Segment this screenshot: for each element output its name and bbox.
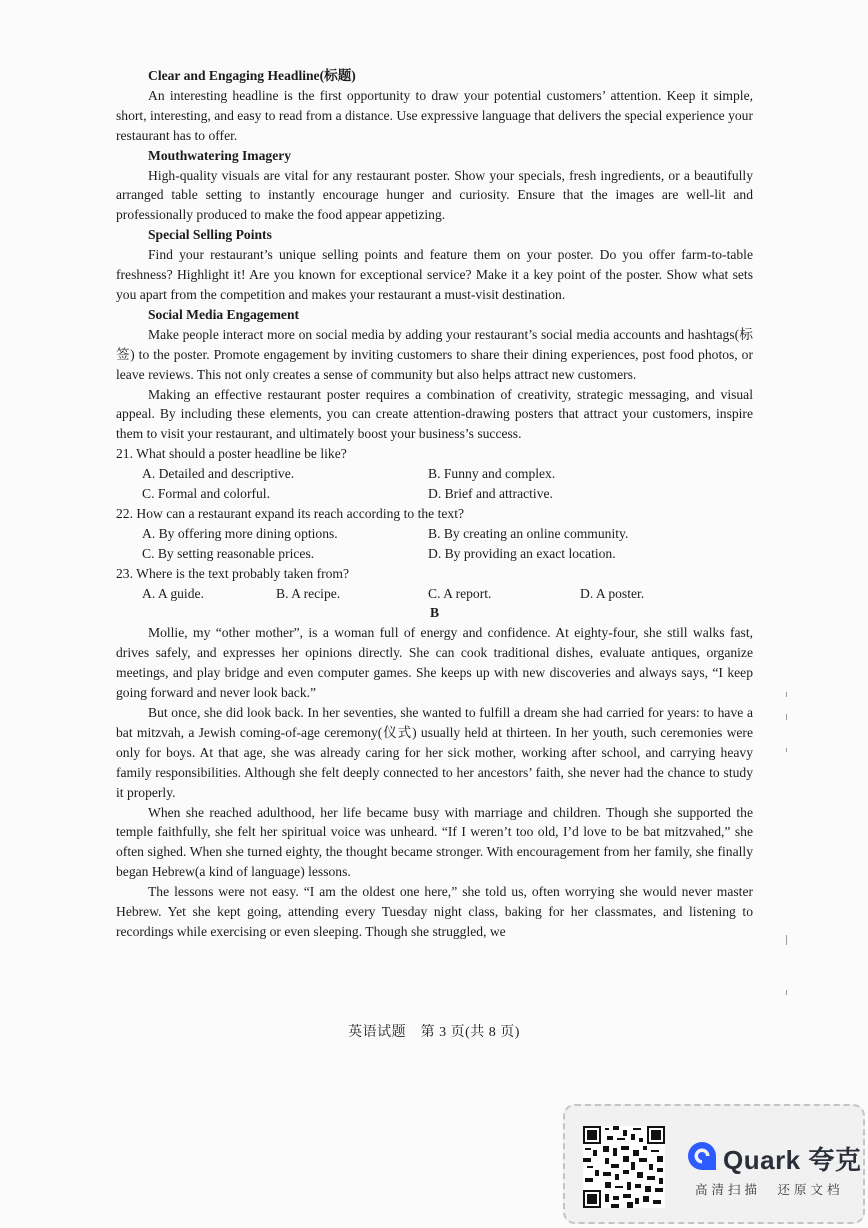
question-22 (116, 504, 753, 564)
section-heading: Special Selling Points (148, 227, 272, 243)
option-grid (116, 464, 753, 504)
option-row (116, 584, 753, 604)
option: C. A report. (428, 585, 492, 601)
paragraph: Make people interact more on social media by adding your restaurant’s social media accounts and hashtags(标签) to the poster. Promote engagement by inviting customers to share their dining experiences, post food photos, or leave reviews. This not only creates a sense of community but also helps attract new customers. (116, 326, 753, 382)
section-heading: Clear and Engaging Headline(标题) (148, 68, 356, 83)
question-21 (116, 444, 753, 504)
option: D. Brief and attractive. (428, 486, 553, 502)
paragraph: Mollie, my “other mother”, is a woman full of energy and confidence. At eighty-four, she still walks fast, drives safely, and expresses her opinions directly. She can cook traditional dishes, evaluate antiques, organize meetings, and play bridge and even computer games. She keeps up with new discoveries and always says, “I keep going forward and never look back.” (116, 625, 753, 701)
option: A. A guide. (142, 585, 204, 601)
brand-name: Quark 夸克 (723, 1145, 862, 1175)
scanner-watermark (563, 1104, 865, 1224)
paragraph: The lessons were not easy. “I am the oldest one here,” she told us, often worrying she would never master Hebrew. Yet she kept going, attending every Tuesday night class, baking for her classmates, and listening to recordings while exercising or even sleeping. Though she struggled, we (116, 884, 753, 939)
section-heading: Mouthwatering Imagery (148, 147, 292, 163)
option-grid (116, 524, 753, 564)
option: D. A poster. (580, 585, 645, 601)
page-content (116, 66, 753, 942)
qr-code-icon (583, 1126, 665, 1208)
question-stem: 23. Where is the text probably taken from? (116, 565, 350, 581)
question-stem: 22. How can a restaurant expand its reach according to the text? (116, 505, 465, 521)
paragraph: But once, she did look back. In her seventies, she wanted to fulfill a dream she had carried for years: to have a bat mitzvah, a Jewish coming-of-age ceremony(仪式) usually held at thirteen. In her youth, such ceremonies were only for boys. At that age, she was already caring for her sick mother, working after school, and carrying heavy family responsibilities. Although she felt deeply connected to her ancestors’ faith, she never had the chance to study it properly. (116, 705, 753, 800)
section-label: B (429, 605, 440, 621)
option: B. By creating an online community. (428, 525, 629, 541)
option: A. Detailed and descriptive. (142, 466, 295, 482)
passage-a (116, 66, 753, 444)
passage-b (116, 623, 753, 942)
option: A. By offering more dining options. (142, 525, 338, 541)
paragraph: When she reached adulthood, her life became busy with marriage and children. Though she supported the temple faithfully, she felt her spiritual voice was unheard. “If I weren’t too old, I’d love to be bat mitzvahed,” she often sighed. When she turned eighty, the thought became stronger. With encouragement from her family, she finally began Hebrew(a kind of language) lessons. (116, 804, 753, 880)
page-footer: 英语试题 第 3 页(共 8 页) (348, 1025, 520, 1040)
question-stem: 21. What should a poster headline be like? (116, 446, 347, 462)
quark-logo-icon (687, 1141, 717, 1176)
question-23 (116, 564, 753, 604)
option: B. A recipe. (276, 585, 341, 601)
option: D. By providing an exact location. (428, 545, 616, 561)
quark-brand (687, 1140, 861, 1177)
option: C. Formal and colorful. (142, 486, 270, 502)
paragraph: High-quality visuals are vital for any restaurant poster. Show your specials, fresh ingredients, or a beautifully arranged table setting to instantly encourage hunger and curiosity. Ensure that the images are well-lit and professionally produced to make the food appear appetizing. (116, 167, 753, 223)
paragraph: Find your restaurant’s unique selling points and feature them on your poster. Do you offer farm-to-table freshness? Highlight it! Are you known for exceptional service? Make it a key point of the poster. Show what sets you apart from the competition and makes your restaurant a must-visit destination. (116, 247, 753, 302)
section-heading: Social Media Engagement (148, 306, 300, 322)
option: B. Funny and complex. (428, 466, 556, 482)
option: C. By setting reasonable prices. (142, 545, 315, 561)
brand-tagline: 高清扫描 还原文档 (695, 1182, 844, 1197)
paragraph: An interesting headline is the first opportunity to draw your potential customers’ attention. Keep it simple, short, interesting, and easy to read from a distance. Use expressive language that delivers the special experience your restaurant has to offer. (116, 87, 753, 143)
paragraph: Making an effective restaurant poster requires a combination of creativity, strategic messaging, and visual appeal. By including these elements, you can create attention-drawing posters that attract your customers, inspire them to visit your restaurant, and ultimately boost your business’s success. (116, 386, 753, 442)
